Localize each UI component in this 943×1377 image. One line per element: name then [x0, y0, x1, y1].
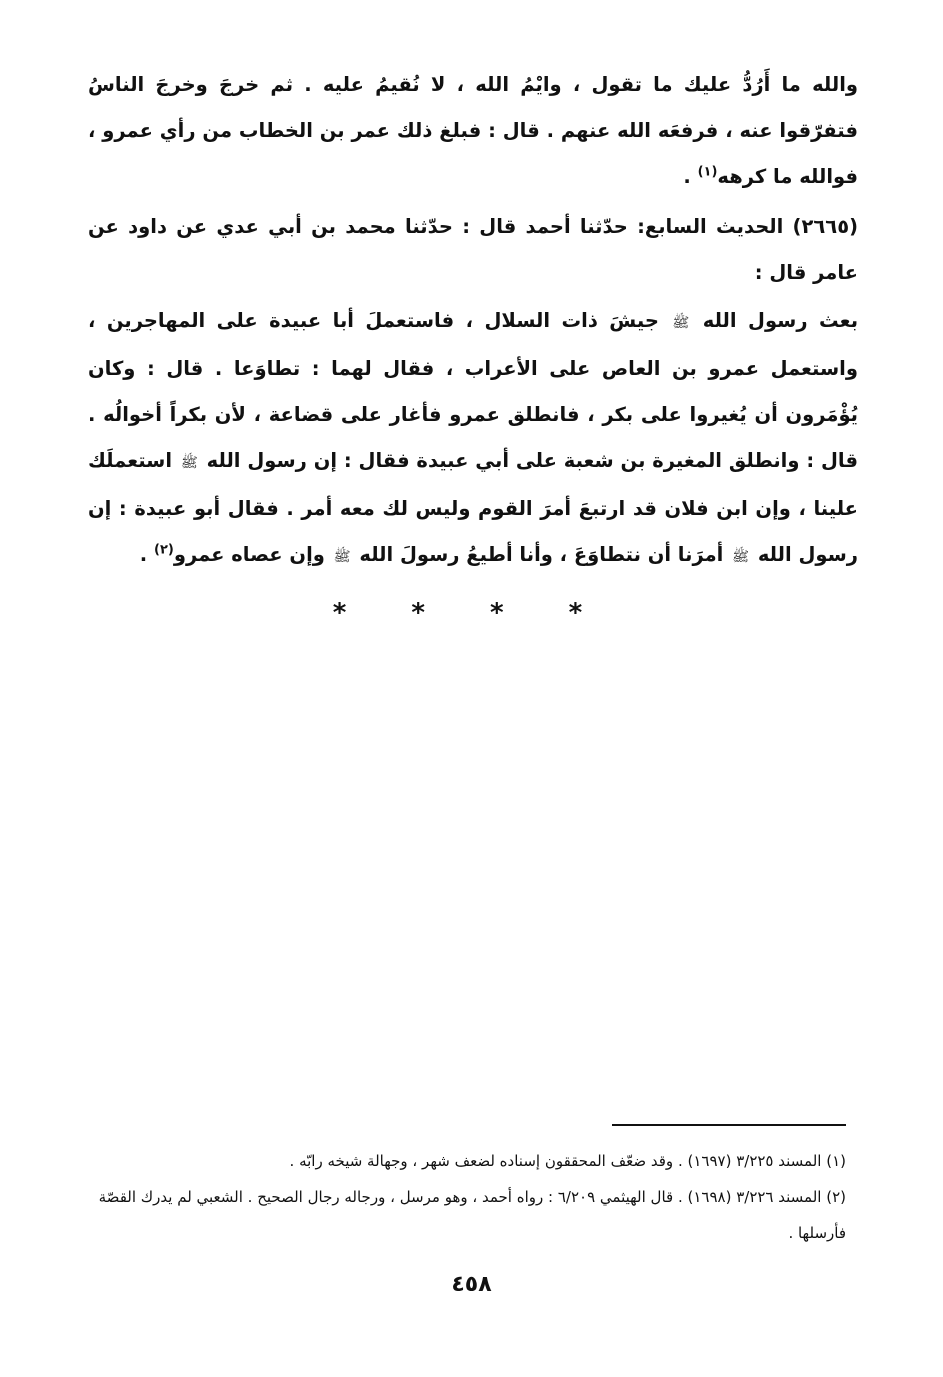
hadith-chain: حدّثنا أحمد قال : حدّثنا محمد بن أبي عدي عن داود عن عامر قال :	[88, 215, 858, 284]
footnote-ref-1[interactable]: (١)	[697, 164, 718, 180]
salla-honorific-icon: ﷺ	[672, 315, 690, 331]
paragraph-3-end: .	[139, 543, 154, 566]
footnote-1: (١) المسند ٣/٢٢٥ (١٦٩٧) . وقد ضعّف المحققون إسناده لضعف شهر ، وجهالة شيخه رابّه .	[289, 1152, 846, 1170]
paragraph-1-end: .	[683, 165, 698, 188]
salla-honorific-icon: ﷺ	[732, 549, 750, 565]
paragraph-3-part-2: جيشَ ذات السلال ، فاستعملَ أبا عبيدة على المهاجرين ، واستعمل عمرو بن العاص على الأعراب ، فقال لهما : تطاوَعا . قال : وكان يُؤْمَرون أن يُغيروا على بكر ، فانطلق عمرو فأغار على قضاعة ، لأن بكراً أخوالُه . قال : وانطلق المغيرة بن شعبة على أبي عبيدة فقال : إن رسول الله	[88, 309, 858, 472]
hadith-paragraph	[88, 204, 858, 296]
paragraph-1	[88, 62, 858, 200]
hadith-heading: (٢٦٦٥) الحديث السابع:	[637, 215, 859, 238]
paragraph-3-part-3: استعملَك علينا ، وإن ابن فلان قد ارتبعَ أمرَ القوم وليس لك معه أمر . فقال أبو عبيدة : إن رسول الله	[88, 449, 858, 566]
paragraph-3-part-1: بعث رسول الله	[702, 309, 859, 332]
paragraph-3-part-5: وإن عصاه عمرو	[173, 543, 325, 566]
footnote-ref-2[interactable]: (٢)	[153, 542, 174, 558]
paragraph-3-part-4: أمرَنا أن نتطاوَعَ ، وأنا أطيعُ رسولَ الله	[359, 543, 724, 566]
page-number: ٤٥٨	[451, 1272, 492, 1297]
paragraph-1-text: والله ما أَرُدُّ عليك ما تقول ، وايْمُ الله ، لا نُقيمُ عليه . ثم خرجَ وخرجَ الناسُ فتفرّقوا عنه ، فرفعَه الله عنهم . قال : فبلغ ذلك عمر بن الخطاب من رأي عمرو ، فوالله ما كرهه	[88, 73, 858, 188]
main-text	[88, 62, 858, 580]
section-separator: * * * *	[332, 598, 611, 628]
salla-honorific-icon: ﷺ	[180, 455, 198, 471]
paragraph-3	[88, 298, 858, 580]
salla-honorific-icon: ﷺ	[333, 549, 351, 565]
footnote-2: (٢) المسند ٣/٢٢٦ (١٦٩٨) . قال الهيثمي ٦/٢٠٩ : رواه أحمد ، وهو مرسل ، ورجاله رجال الصحيح . الشعبي لم يدرك القصّة فأرسلها .	[98, 1188, 846, 1242]
footnote-divider	[612, 1124, 846, 1126]
footnotes	[80, 1143, 846, 1251]
